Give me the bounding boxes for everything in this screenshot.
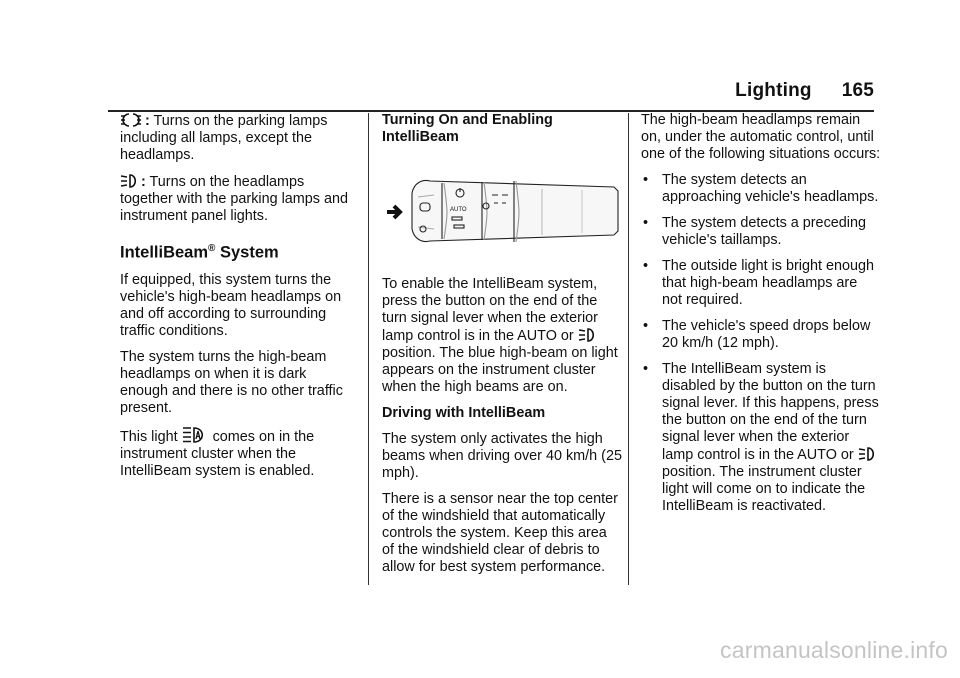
parking-lamp-icon [120,112,142,128]
bullet: • [643,215,649,231]
list-item [641,318,881,352]
enabling-paragraph [382,276,622,396]
watermark: carmanualsonline.info [720,637,948,663]
last-item-after: position. The instrument cluster light will come on to indicate the IntelliBeam is reactivated. [662,464,866,514]
list-item [641,258,881,309]
page-header [735,80,874,102]
bullet: • [643,172,649,188]
column-divider-1 [368,113,369,585]
column-divider-2 [628,113,629,585]
driving-paragraph-2: There is a sensor near the top center of the windshield that automatically controls the system. Keep this area of the windshield clear of debris to allow for best system performance. [382,491,618,575]
headlamp-text: Turns on the headlamps together with the parking lamps and instrument panel lights. [120,174,348,224]
colon-2: : [141,174,146,190]
parking-lamp-paragraph [120,112,358,164]
headlamp-icon [578,327,596,343]
intellibeam-paragraph-3 [120,426,358,480]
headlamp-paragraph [120,173,358,225]
enabling-before: To enable the IntelliBeam system, press the button on the end of the turn signal lever when the exterior lamp control is in the AUTO or [382,276,598,344]
intellibeam-paragraph-2: The system turns the high-beam headlamps on when it is dark enough and there is no other traffic present. [120,348,343,416]
list-item-text: The system detects a preceding vehicle's taillamps. [662,215,866,248]
list-item-text: The vehicle's speed drops below 20 km/h (12 mph). [662,318,871,351]
p3-after: comes on in the instrument cluster when the IntelliBeam system is enabled. [120,428,315,479]
list-item-text: The system detects an approaching vehicle's headlamps. [662,172,879,205]
colon-1: : [145,113,150,129]
figure-auto-label: AUTO [450,207,467,213]
subheading-enabling: Turning On and Enabling IntelliBeam [382,112,553,145]
bullet: • [643,361,649,377]
intellibeam-heading [120,239,358,263]
intellibeam-indicator-icon [182,426,206,444]
headlamp-icon [120,173,138,189]
headlamp-icon [858,446,876,462]
column-1 [120,112,358,489]
list-item [641,215,881,249]
situations-list [641,172,881,515]
column-3 [641,112,881,524]
enabling-after: position. The blue high-beam on light appears on the instrument cluster when the high beams are on. [382,345,618,395]
parking-lamp-text: Turns on the parking lamps including all lamps, except the headlamps. [120,113,328,163]
bullet: • [643,318,649,334]
heading-name: IntelliBeam [120,243,209,262]
list-item-text: The outside light is bright enough that high-beam headlamps are not required. [662,258,875,308]
registered-mark: ® [208,243,216,254]
arrow-icon [387,206,400,218]
subheading-driving: Driving with IntelliBeam [382,405,546,421]
bullet: • [643,258,649,274]
turn-signal-lever-illustration [382,173,622,253]
driving-paragraph-1: The system only activates the high beams when driving over 40 km/h (25 mph). [382,431,622,481]
situations-intro: The high-beam headlamps remain on, under the automatic control, until one of the following situations occurs: [641,112,881,162]
intellibeam-paragraph-1: If equipped, this system turns the vehicle's high-beam headlamps on and off according to surrounding traffic conditions. [120,271,342,339]
heading-rest: System [220,243,279,262]
section-title: Lighting [735,80,812,101]
list-item [641,172,881,206]
column-2 [382,112,622,585]
page-number: 165 [841,80,874,101]
p3-before: This light [120,428,178,445]
last-item-before: The IntelliBeam system is disabled by the button on the turn signal lever. If this happens, press the button on the end of the turn signal lever when the exterior lamp control is in the AUTO or [662,361,879,463]
list-item [641,361,881,515]
